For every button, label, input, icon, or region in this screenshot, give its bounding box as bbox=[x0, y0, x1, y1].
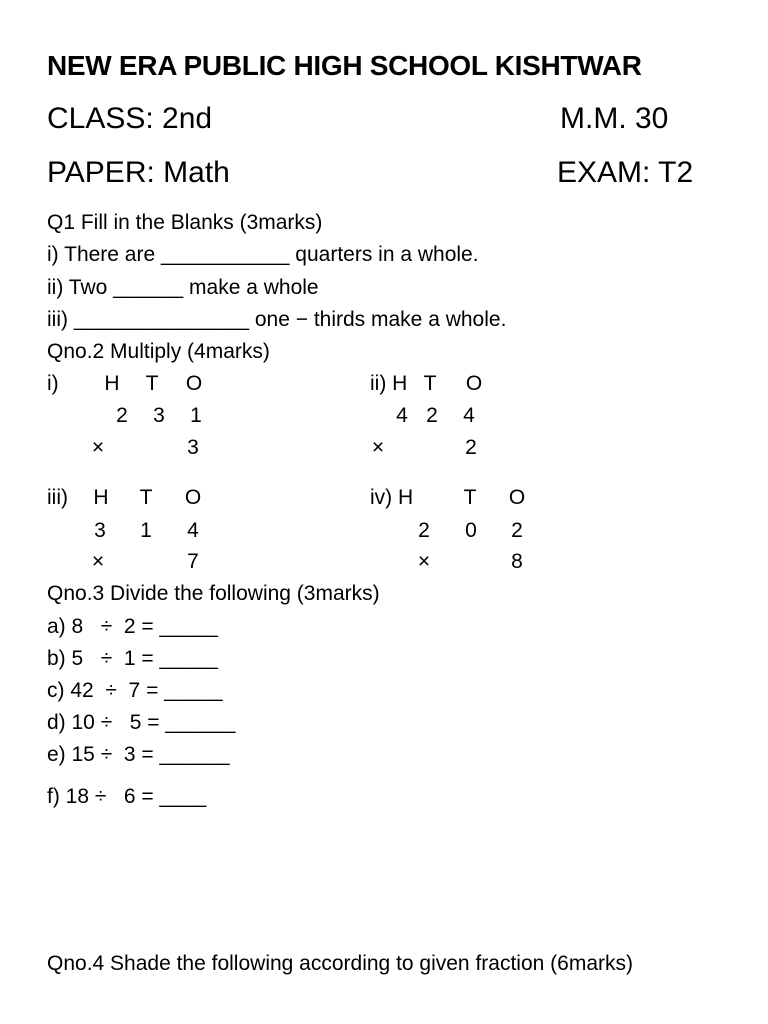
multiply-sign: × bbox=[417, 550, 431, 573]
digit: 2 bbox=[511, 519, 523, 542]
q4-title: Qno.4 Shade the following according to given fraction (6marks) bbox=[47, 952, 633, 975]
q3-item: f) 18 ÷ 6 = ____ bbox=[47, 785, 207, 808]
multiplier: 3 bbox=[187, 436, 199, 459]
exam-label: EXAM: T2 bbox=[557, 156, 694, 189]
multiply-sign: × bbox=[91, 550, 105, 573]
max-marks: M.M. 30 bbox=[560, 102, 669, 135]
ones-header: O bbox=[184, 486, 202, 509]
digit: 4 bbox=[396, 404, 408, 427]
digit: 0 bbox=[465, 519, 477, 542]
digit: 2 bbox=[426, 404, 438, 427]
ones-header: O bbox=[508, 486, 526, 509]
problem-label: ii) H bbox=[370, 372, 408, 395]
digit: 4 bbox=[463, 404, 475, 427]
digit: 1 bbox=[190, 404, 202, 427]
hundreds-header: H bbox=[93, 486, 109, 509]
q3-title: Qno.3 Divide the following (3marks) bbox=[47, 582, 380, 605]
multiply-sign: × bbox=[91, 436, 105, 459]
problem-label: i) bbox=[47, 372, 59, 395]
multiplier: 2 bbox=[465, 436, 477, 459]
tens-header: T bbox=[145, 372, 159, 395]
q2-title: Qno.2 Multiply (4marks) bbox=[47, 340, 270, 363]
digit: 3 bbox=[153, 404, 165, 427]
ones-header: O bbox=[185, 372, 203, 395]
q3-item: c) 42 ÷ 7 = _____ bbox=[47, 679, 223, 702]
tens-header: T bbox=[463, 486, 477, 509]
q3-item: e) 15 ÷ 3 = ______ bbox=[47, 743, 230, 766]
digit: 4 bbox=[187, 519, 199, 542]
q1-item: iii) _______________ one − thirds make a whole. bbox=[47, 308, 507, 331]
q1-title: Q1 Fill in the Blanks (3marks) bbox=[47, 211, 323, 234]
digit: 1 bbox=[140, 519, 152, 542]
q3-item: b) 5 ÷ 1 = _____ bbox=[47, 647, 218, 670]
problem-label: iv) H bbox=[370, 486, 414, 509]
hundreds-header: H bbox=[104, 372, 120, 395]
problem-label: iii) bbox=[47, 486, 68, 509]
class-label: CLASS: 2nd bbox=[47, 102, 213, 135]
tens-header: T bbox=[139, 486, 153, 509]
paper-label: PAPER: Math bbox=[47, 156, 230, 189]
digit: 3 bbox=[94, 519, 106, 542]
multiplier: 8 bbox=[511, 550, 523, 573]
q3-item: a) 8 ÷ 2 = _____ bbox=[47, 615, 218, 638]
multiply-sign: × bbox=[371, 436, 385, 459]
q1-item: i) There are ___________ quarters in a whole. bbox=[47, 243, 479, 266]
ones-header: O bbox=[465, 372, 483, 395]
q1-item: ii) Two ______ make a whole bbox=[47, 276, 319, 299]
multiplier: 7 bbox=[187, 550, 199, 573]
tens-header: T bbox=[423, 372, 437, 395]
school-title: NEW ERA PUBLIC HIGH SCHOOL KISHTWAR bbox=[47, 50, 642, 81]
q3-item: d) 10 ÷ 5 = ______ bbox=[47, 711, 236, 734]
digit: 2 bbox=[116, 404, 128, 427]
digit: 2 bbox=[418, 519, 430, 542]
